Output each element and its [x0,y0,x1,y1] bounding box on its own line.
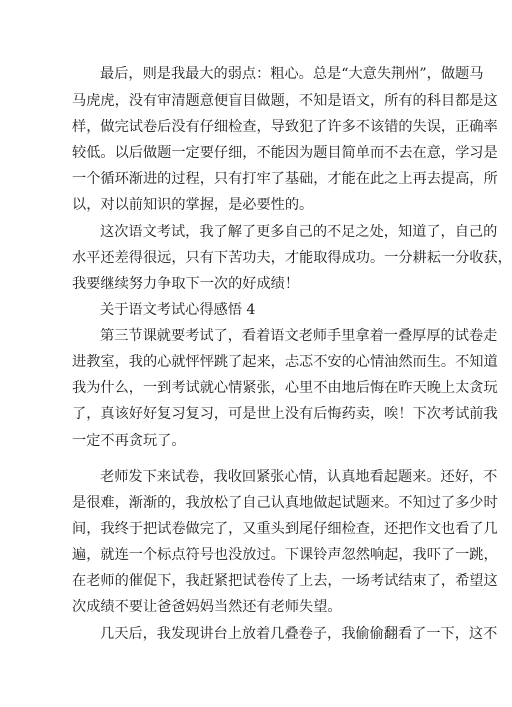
text-line: 遍，就连一个标点符号也没放过。下课铃声忽然响起，我吓了一跳， [72,547,498,563]
text-line: 马虎虎，没有审清题意便盲目做题，不知是语文，所有的科目都是这 [72,93,498,109]
text-line: 几天后，我发现讲台上放着几叠卷子，我偷偷翻看了一下，这不 [100,626,498,642]
text-line: 水平还差得很远，只有下苦功夫，才能取得成功。一分耕耘一分收获， [72,250,512,266]
text-line: 老师发下来试卷，我收回紧张心情，认真地看起题来。还好，不 [100,469,498,485]
text-line: 了，真该好好复习复习，可是世上没有后悔药卖，唉！下次考试前我 [72,406,498,422]
text-line: 一定不再贪玩了。 [72,433,186,449]
text-line: 次成绩不要让爸爸妈妈当然还有老师失望。 [72,599,342,615]
text-line: 较低。以后做题一定要仔细，不能因为题目简单而不去在意，学习是 [72,145,498,161]
text-line: 间，我终于把试卷做完了，又重头到尾仔细检查，还把作文也看了几 [72,521,498,537]
text-line: 以，对以前知识的掌握，是必要性的。 [72,197,314,213]
text-line: 一个循环渐进的过程，只有打牢了基础，才能在此之上再去提高，所 [72,171,498,187]
text-line: 我要继续努力争取下一次的好成绩！ [72,276,300,292]
text-line: 样，做完试卷后没有仔细检查，导致犯了许多不该错的失误，正确率 [72,119,498,135]
text-line: 第三节课就要考试了，看着语文老师手里拿着一叠厚厚的试卷走 [100,328,498,344]
text-line: 我为什么，一到考试就心情紧张，心里不由地后悔在昨天晚上太贪玩 [72,380,498,396]
text-line: 进教室，我的心就怦怦跳了起来，忐忑不安的心情油然而生。不知道 [72,354,498,370]
text-line: 最后，则是我最大的弱点：粗心。总是“大意失荆州”，做题马 [100,66,484,82]
text-line: 这次语文考试，我了解了更多自己的不足之处，知道了，自己的 [100,224,498,240]
section-heading: 关于语文考试心得感悟 4 [100,302,256,318]
text-line: 是很难，渐渐的，我放松了自己认真地做起试题来。不知过了多少时 [72,495,498,511]
text-line: 在老师的催促下，我赶紧把试卷传了上去，一场考试结束了，希望这 [72,573,498,589]
